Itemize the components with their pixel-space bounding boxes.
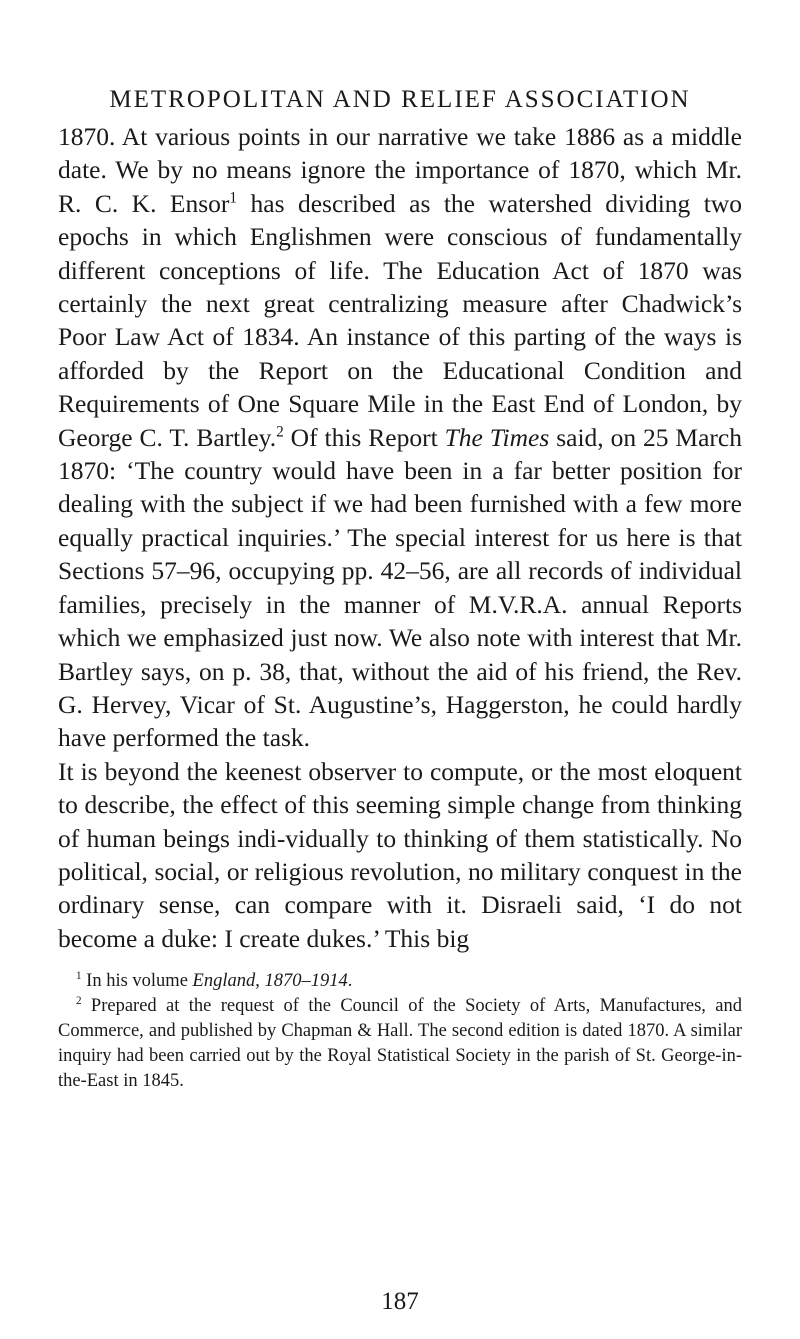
text-run: . <box>347 971 353 992</box>
text-run: Prepared at the request of the Council of the Society of Arts, Manufactures, and Commerce, and published by Chapman & Hall. The second edition is dated 1870. A similar inquiry had been carried out by the Royal Statistical Society in the parish of St. George-in-the-East in 1845. <box>58 996 742 1092</box>
body-text <box>58 120 742 955</box>
footnotes <box>58 969 742 1094</box>
italic-text: England <box>192 971 256 992</box>
running-head: METROPOLITAN AND RELIEF ASSOCIATION <box>109 86 691 113</box>
footnote <box>58 969 742 994</box>
text-run: 1870. At various points in our narrative we take 1886 as a middle date. We by no means ignore the importance of 1870, which Mr. R. C. K. Ensor <box>58 122 742 218</box>
text-run: It is beyond the keenest observer to compute, or the most eloquent to describe, the effect of this seeming simple change from thinking of human beings indi-vidually to thinking of them statistically. No political, social, or religious revolution, no military conquest in the ordinary sense, can compare with it. Disraeli said, ‘I do not become a duke: I create dukes.’ This big <box>58 756 742 953</box>
text-run: said, on 25 March 1870: ‘The country would have been in a far better position for dealing with the subject if we had been furnished with a few more equally practical inquiries.’ The special interest for us here is that Sections 57–96, occupying pp. 42–56, are all records of individual families, precisely in the manner of M.V.R.A. annual Reports which we emphasized just now. We also note with interest that Mr. Bartley says, on p. 38, that, without the aid of his friend, the Rev. G. Hervey, Vicar of St. Augustine’s, Haggerston, he could hardly have performed the task. <box>58 422 742 753</box>
footnote <box>58 994 742 1094</box>
text-run: Of this Report <box>283 422 445 452</box>
page-number: 187 <box>381 1288 419 1315</box>
italic-text: 1870–1914 <box>264 971 348 992</box>
footnote-marker: 2 <box>276 423 284 441</box>
text-run: In his volume <box>81 971 193 992</box>
footnote-marker: 2 <box>76 995 82 1007</box>
text-run: has described as the watershed dividing two epochs in which Englishmen were conscious of fundamentally different conceptions of life. The Education Act of 1870 was certainly the next great centralizing measure after Chadwick’s Poor Law Act of 1834. An instance of this parting of the ways is afforded by the Report on the Educational Condition and Requirements of One Square Mile in the East End of London, by George C. T. Bartley. <box>58 188 742 452</box>
footnote-marker: 1 <box>229 189 238 207</box>
body-paragraph <box>58 755 742 955</box>
text-run: , <box>255 971 265 992</box>
italic-text: The Times <box>444 422 550 452</box>
body-paragraph <box>58 120 742 755</box>
footnote-marker: 1 <box>76 970 82 982</box>
